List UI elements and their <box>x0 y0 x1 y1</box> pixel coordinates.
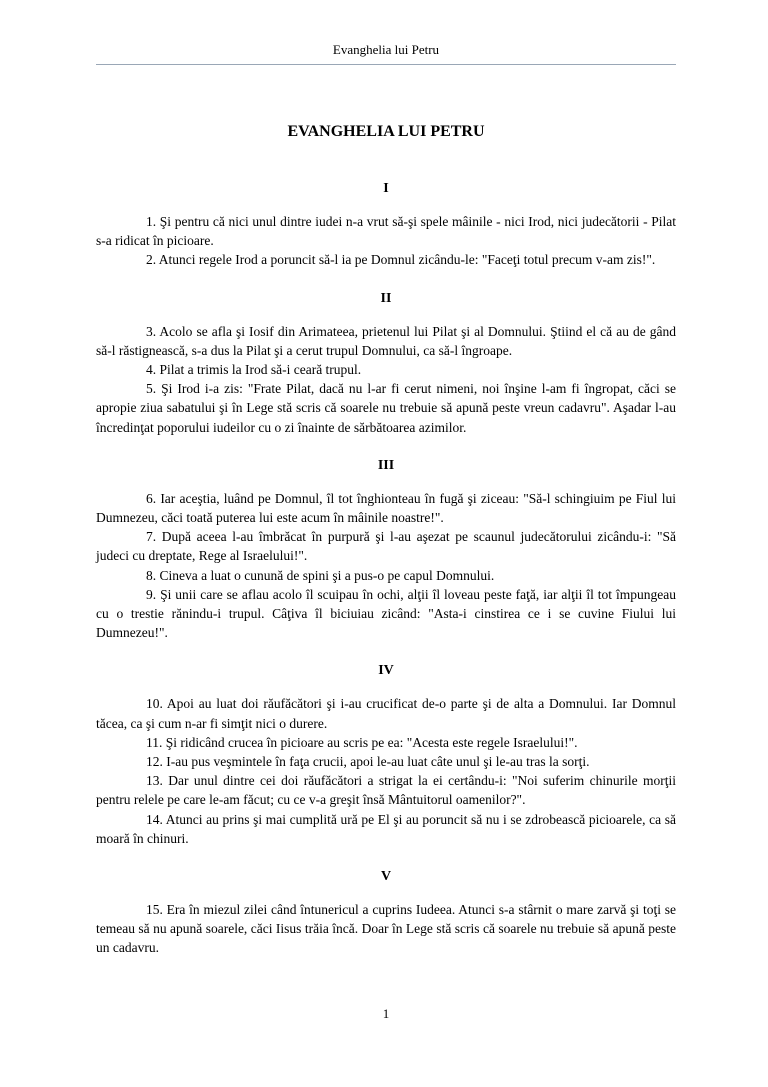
section-heading: V <box>380 869 392 885</box>
page-number: 1 <box>382 1006 390 1021</box>
verse-paragraph: 7. După aceea l-au îmbrăcat în purpură şi l-au aşezat pe scaunul judecătorului zicându-i: "Să judeci cu dreptate, Rege al Israelului!". <box>96 529 676 564</box>
section-heading: II <box>380 290 392 306</box>
verse-paragraph: 4. Pilat a trimis la Irod să-i ceară trupul. <box>146 362 362 378</box>
verse-paragraph: 2. Atunci regele Irod a poruncit să-l ia pe Domnul zicându-le: "Faceţi totul precum v-am zis!". <box>146 252 656 268</box>
running-header: Evanghelia lui Petru <box>332 42 440 57</box>
section-5 <box>96 868 676 958</box>
section-heading: I <box>383 181 389 196</box>
verse-paragraph: 5. Şi Irod i-a zis: "Frate Pilat, dacă nu l-ar fi cerut nimeni, noi înşine l-am fi îngropat, căci se apropie ziua sabatului şi în Lege stă scris că soarele nu trebuie să apună peste vreun cadavru". Aşadar l-au încredinţat poporului iudeilor cu o zi înainte de sărbătoarea azimilor. <box>96 381 676 435</box>
section-2 <box>96 290 676 437</box>
section-heading: IV <box>378 663 394 679</box>
document-body <box>96 122 676 978</box>
section-4 <box>96 662 676 848</box>
verse-paragraph: 11. Şi ridicând crucea în picioare au scris pe ea: "Acesta este regele Israelului!". <box>146 734 578 750</box>
verse-paragraph: 14. Atunci au prins şi mai cumplită ură pe El şi au poruncit să nu i se zdrobească picioarele, ca să moară în chinuri. <box>96 811 676 846</box>
header-divider <box>96 64 676 65</box>
verse-paragraph: 1. Şi pentru că nici unul dintre iudei n-a vrut să-şi spele mâinile - nici Irod, nici judecătorii - Pilat s-a ridicat în picioare. <box>96 214 676 249</box>
verse-paragraph: 10. Apoi au luat doi răufăcători şi i-au crucificat de-o parte şi de alta a Domnului. Iar Domnul tăcea, ca şi cum n-ar fi simţit nici o durere. <box>96 696 676 731</box>
section-1 <box>96 180 676 270</box>
verse-paragraph: 3. Acolo se afla şi Iosif din Arimateea, prietenul lui Pilat şi al Domnului. Ştiind el că au de gând să-l răstignească, s-a dus la Pilat şi a cerut trupul Domnului, ca să-l îngroape. <box>96 323 676 358</box>
verse-paragraph: 15. Era în miezul zilei când întunericul a cuprins Iudeea. Atunci s-a stârnit o mare zarvă şi toţi se temeau să nu apună soarele, căci Iisus trăia încă. Doar în Lege stă scris că soarele nu trebuie să apună peste un cadavru. <box>96 902 676 956</box>
section-3 <box>96 457 676 643</box>
verse-paragraph: 9. Şi unii care se aflau acolo îl scuipau în ochi, alţii îl loveau peste faţă, iar alţii îl tot împungeau cu o trestie rănindu-i trupul. Câţiva îl biciuiau zicând: "Asta-i cinstirea ce i se cuvine Fiului lui Dumnezeu!". <box>96 586 676 641</box>
verse-paragraph: 12. I-au pus veşmintele în faţa crucii, apoi le-au luat câte unul şi le-au tras la sorţi. <box>146 754 590 770</box>
document-title: EVANGHELIA LUI PETRU <box>287 123 485 140</box>
verse-paragraph: 13. Dar unul dintre cei doi răufăcători a strigat la ei certându-i: "Noi suferim chinurile morţii pentru relele pe care le-am făcut; cu ce v-a greşit însă Mântuitorul oamenilor?". <box>96 773 676 808</box>
verse-paragraph: 6. Iar aceştia, luând pe Domnul, îl tot înghionteau în fugă şi ziceau: "Să-l schingiuim pe Fiul lui Dumnezeu, căci toată puterea lui este acum în mâinile noastre!". <box>96 490 676 526</box>
section-heading: III <box>377 457 395 473</box>
verse-paragraph: 8. Cineva a luat o cunună de spini şi a pus-o pe capul Domnului. <box>146 567 495 583</box>
